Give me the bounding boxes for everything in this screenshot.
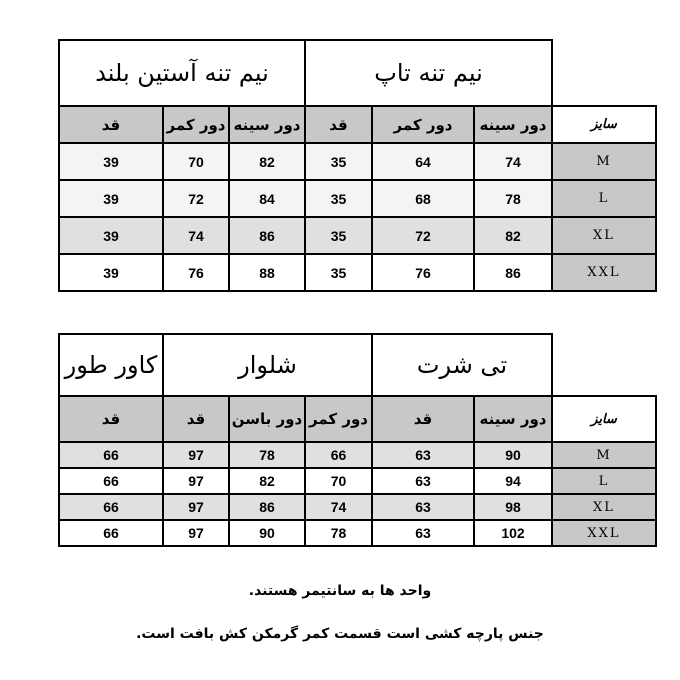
cell-size: XL bbox=[551, 216, 657, 255]
header-tshirt-chest: دور سینه bbox=[473, 395, 553, 443]
title-cover: کاور طور bbox=[58, 333, 164, 397]
title-top: نیم تنه تاپ bbox=[304, 39, 553, 107]
cell-size: M bbox=[551, 142, 657, 181]
cell-pants_hip: 82 bbox=[228, 467, 306, 495]
cell-size: M bbox=[551, 441, 657, 469]
header-cover-height: قد bbox=[58, 395, 164, 443]
cell-tshirt_chest: 102 bbox=[473, 519, 553, 547]
cell-tshirt_chest: 94 bbox=[473, 467, 553, 495]
cell-size: XXL bbox=[551, 253, 657, 292]
cell-pants_waist: 74 bbox=[304, 493, 373, 521]
header-top-chest: دور سینه bbox=[473, 105, 553, 144]
header-long-waist: دور کمر bbox=[162, 105, 230, 144]
cell-size: L bbox=[551, 179, 657, 218]
cell-size: XL bbox=[551, 493, 657, 521]
cell-top_height: 35 bbox=[304, 142, 373, 181]
cell-tshirt_chest: 98 bbox=[473, 493, 553, 521]
header-top-height: قد bbox=[304, 105, 373, 144]
cell-pants_waist: 70 bbox=[304, 467, 373, 495]
title-long-sleeve: نیم تنه آستین بلند bbox=[58, 39, 306, 107]
cell-pants_waist: 78 bbox=[304, 519, 373, 547]
cell-tshirt_height: 63 bbox=[371, 441, 475, 469]
size-header-logo: سایز bbox=[551, 105, 657, 144]
size-header-logo: سایز bbox=[551, 395, 657, 443]
cell-top_chest: 74 bbox=[473, 142, 553, 181]
cell-top_waist: 68 bbox=[371, 179, 475, 218]
cell-top_height: 35 bbox=[304, 216, 373, 255]
header-pants-hip: دور باسن bbox=[228, 395, 306, 443]
cell-long_height: 39 bbox=[58, 253, 164, 292]
cell-long_waist: 76 bbox=[162, 253, 230, 292]
cell-pants_height: 97 bbox=[162, 441, 230, 469]
cell-pants_height: 97 bbox=[162, 519, 230, 547]
header-long-height: قد bbox=[58, 105, 164, 144]
cell-long_height: 39 bbox=[58, 216, 164, 255]
cell-top_chest: 78 bbox=[473, 179, 553, 218]
cell-long_height: 39 bbox=[58, 142, 164, 181]
cell-top_chest: 86 bbox=[473, 253, 553, 292]
title-pants: شلوار bbox=[162, 333, 373, 397]
cell-size: L bbox=[551, 467, 657, 495]
cell-top_chest: 82 bbox=[473, 216, 553, 255]
header-pants-waist: دور کمر bbox=[304, 395, 373, 443]
cell-pants_height: 97 bbox=[162, 493, 230, 521]
cell-long_waist: 72 bbox=[162, 179, 230, 218]
cell-tshirt_height: 63 bbox=[371, 519, 475, 547]
cell-long_waist: 74 bbox=[162, 216, 230, 255]
cell-pants_hip: 78 bbox=[228, 441, 306, 469]
header-tshirt-height: قد bbox=[371, 395, 475, 443]
cell-long_waist: 70 bbox=[162, 142, 230, 181]
cell-long_chest: 88 bbox=[228, 253, 306, 292]
cell-pants_waist: 66 bbox=[304, 441, 373, 469]
header-pants-height: قد bbox=[162, 395, 230, 443]
cell-tshirt_chest: 90 bbox=[473, 441, 553, 469]
cell-cover_height: 66 bbox=[58, 493, 164, 521]
cell-long_chest: 86 bbox=[228, 216, 306, 255]
cell-cover_height: 66 bbox=[58, 467, 164, 495]
cell-size: XXL bbox=[551, 519, 657, 547]
cell-long_height: 39 bbox=[58, 179, 164, 218]
fabric-note: جنس پارچه کشی است قسمت کمر گرمکن کش بافت است. bbox=[136, 626, 544, 642]
cell-long_chest: 84 bbox=[228, 179, 306, 218]
cell-top_waist: 64 bbox=[371, 142, 475, 181]
cell-cover_height: 66 bbox=[58, 519, 164, 547]
cell-top_height: 35 bbox=[304, 179, 373, 218]
header-long-chest: دور سینه bbox=[228, 105, 306, 144]
cell-top_height: 35 bbox=[304, 253, 373, 292]
cell-pants_hip: 86 bbox=[228, 493, 306, 521]
cell-tshirt_height: 63 bbox=[371, 493, 475, 521]
cell-pants_hip: 90 bbox=[228, 519, 306, 547]
cell-pants_height: 97 bbox=[162, 467, 230, 495]
cell-long_chest: 82 bbox=[228, 142, 306, 181]
header-top-waist: دور کمر bbox=[371, 105, 475, 144]
cell-top_waist: 76 bbox=[371, 253, 475, 292]
cell-cover_height: 66 bbox=[58, 441, 164, 469]
title-tshirt: تی شرت bbox=[371, 333, 553, 397]
cell-top_waist: 72 bbox=[371, 216, 475, 255]
cell-tshirt_height: 63 bbox=[371, 467, 475, 495]
unit-note: واحد ها به سانتیمر هستند. bbox=[248, 583, 432, 599]
